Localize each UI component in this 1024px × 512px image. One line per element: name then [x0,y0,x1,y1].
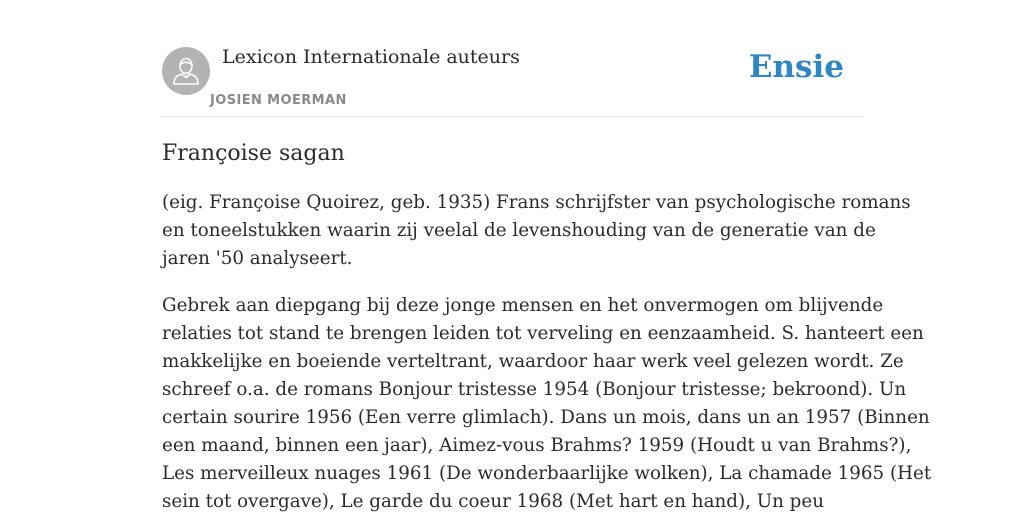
collection-title[interactable]: Lexicon Internationale auteurs [222,46,520,68]
author-avatar[interactable] [162,47,210,95]
user-silhouette-icon [162,47,210,95]
text-line: relaties tot stand te brengen leiden tot verveling en eenzaamheid. S. hanteert een [162,323,924,344]
text-line: een maand, binnen een jaar), Aimez-vous Brahms? 1959 (Houdt u van Brahms?), [162,435,912,456]
text-line: en toneelstukken waarin zij veelal de levenshouding van de generatie van de [162,220,876,241]
text-line: Gebrek aan diepgang bij deze jonge mensen en het onvermogen om blijvende [162,295,884,316]
text-line: makkelijke en boeiende verteltrant, waardoor haar werk veel gelezen wordt. Ze [162,351,904,372]
paragraph-body [162,292,932,512]
text-line: certain sourire 1956 (Een verre glimlach). Dans un mois, dans un an 1957 (Binnen [162,407,930,428]
text-line: Les merveilleux nuages 1961 (De wonderbaarlijke wolken), La chamade 1965 (Het [162,463,932,484]
text-line: (eig. Françoise Quoirez, geb. 1935) Frans schrijfster van psychologische romans [162,192,911,213]
text-line: sein tot overgave), Le garde du coeur 1968 (Met hart en hand), Un peu [162,491,824,512]
article-title: Françoise sagan [162,141,345,166]
text-line: jaren '50 analyseert. [162,248,353,269]
article-header [162,46,862,117]
article-body [162,138,932,512]
author-name[interactable]: JOSIEN MOERMAN [210,93,347,108]
text-line: schreef o.a. de romans Bonjour tristesse 1954 (Bonjour tristesse; bekroond). Un [162,379,907,400]
paragraph-intro [162,189,911,273]
ensie-logo[interactable]: Ensie [748,49,844,85]
